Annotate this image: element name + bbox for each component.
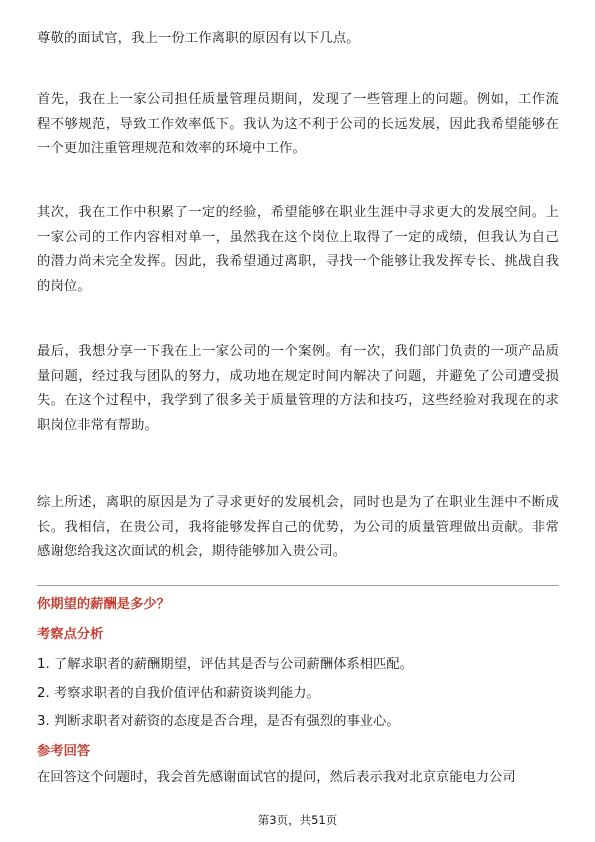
reference-answer-heading: 参考回答 (37, 744, 91, 759)
analysis-heading: 考察点分析 (37, 627, 104, 642)
paragraph-intro: 尊敬的面试官，我上一份工作离职的原因有以下几点。 (37, 31, 360, 46)
list-item: 3. 判断求职者对薪资的态度是否合理，是否有强烈的事业心。 (37, 714, 400, 729)
paragraph-first-reason: 首先，我在上一家公司担任质量管理员期间，发现了一些管理上的问题。例如，工作流程不够规范，导致工作效率低下。我认为这不利于公司的长远发展，因此我希望能够在一个更加注重管理规范和效率的环境中工作。 (37, 92, 559, 156)
analysis-list (37, 651, 559, 737)
page-number: 第3页，共51页 (257, 813, 338, 827)
section-divider (37, 585, 559, 586)
list-item: 1. 了解求职者的薪酬期望，评估其是否与公司薪酬体系相匹配。 (37, 657, 413, 672)
reference-answer-text: 在回答这个问题时，我会首先感谢面试官的提问，然后表示我对北京京能电力公司 (37, 770, 516, 785)
list-item: 2. 考察求职者的自我价值评估和薪资谈判能力。 (37, 685, 320, 701)
paragraph-case-study: 最后，我想分享一下我在上一家公司的一个案例。有一次，我们部门负责的一项产品质量问题，经过我与团队的努力，成功地在规定时间内解决了问题，并避免了公司遭受损失。在这个过程中，我学到了很多关于质量管理的方法和技巧，这些经验对我现在的求职岗位非常有帮助。 (37, 344, 559, 433)
question-title: 你期望的薪酬是多少？ (37, 597, 170, 612)
paragraph-second-reason: 其次，我在工作中积累了一定的经验，希望能够在职业生涯中寻求更大的发展空间。上一家公司的工作内容相对单一，虽然我在这个岗位上取得了一定的成绩，但我认为自己的潜力尚未完全发挥。因此，我希望通过离职，寻找一个能够让我发挥专长、挑战自我的岗位。 (37, 205, 559, 294)
paragraph-conclusion: 综上所述，离职的原因是为了寻求更好的发展机会，同时也是为了在职业生涯中不断成长。我相信，在贵公司，我将能够发挥自己的优势，为公司的质量管理做出贡献。非常感谢您给我这次面试的机会，期待能够加入贵公司。 (37, 495, 559, 559)
